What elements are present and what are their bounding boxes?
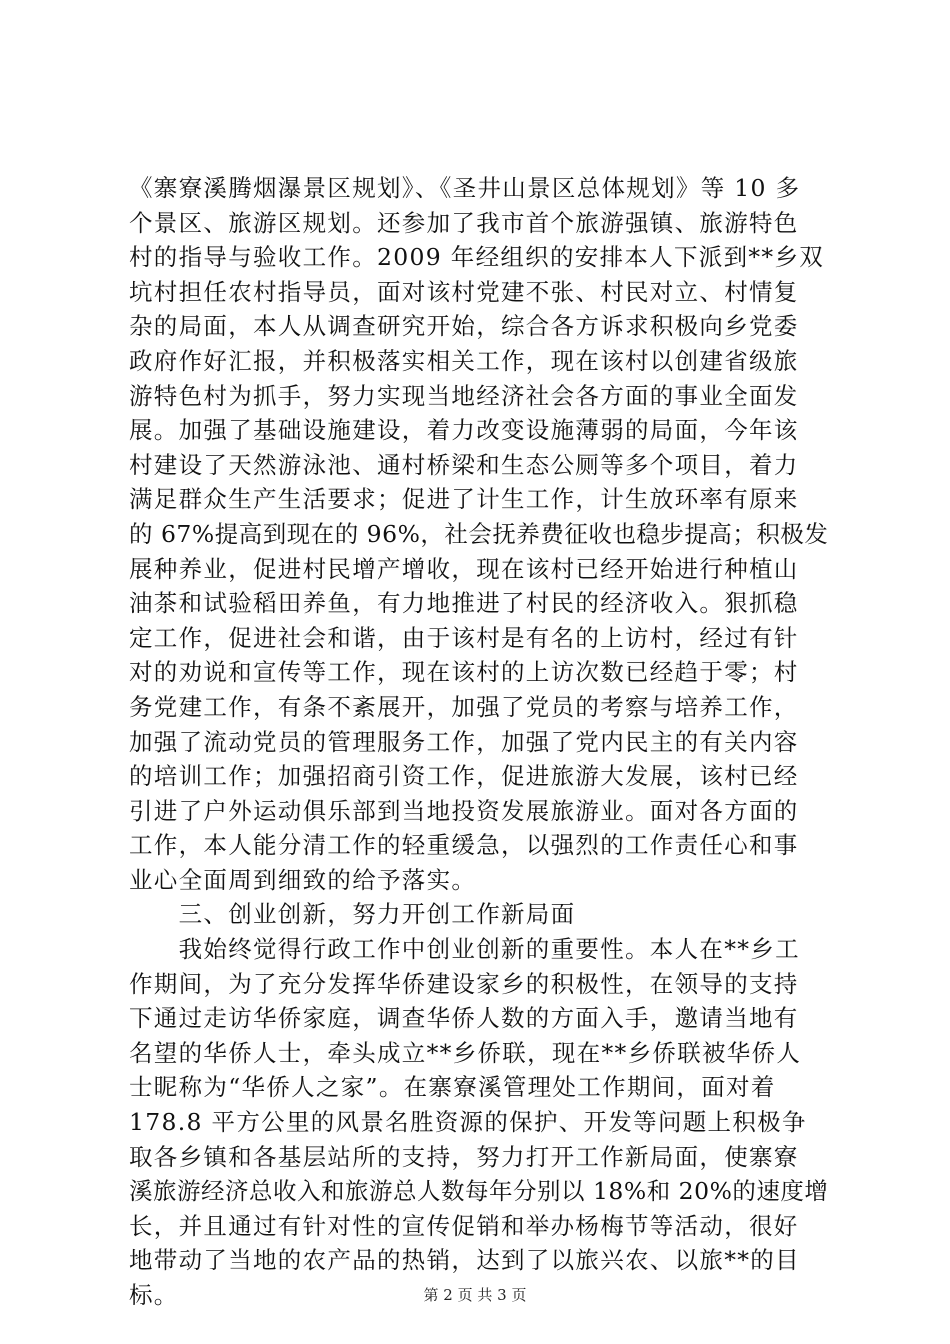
text-line: 工作，本人能分清工作的轻重缓急，以强烈的工作责任心和事 bbox=[129, 831, 799, 860]
text-line: 坑村担任农村指导员，面对该村党建不张、村民对立、村情复 bbox=[129, 277, 799, 306]
text-line: 务党建工作，有条不紊展开，加强了党员的考察与培养工作， bbox=[129, 692, 799, 721]
text-line: 的 67%提高到现在的 96%，社会抚养费征收也稳步提高；积极发 bbox=[129, 519, 829, 548]
text-line: 村建设了天然游泳池、通村桥梁和生态公厕等多个项目，着力 bbox=[129, 450, 799, 479]
text-line: 展。加强了基础设施建设，着力改变设施薄弱的局面，今年该 bbox=[129, 416, 799, 445]
text-line: 下通过走访华侨家庭，调查华侨人数的方面入手，邀请当地有 bbox=[129, 1004, 799, 1033]
text-line: 取各乡镇和各基层站所的支持，努力打开工作新局面，使寨寮 bbox=[129, 1142, 799, 1171]
text-line: 加强了流动党员的管理服务工作，加强了党内民主的有关内容 bbox=[129, 727, 799, 756]
text-line: 游特色村为抓手，努力实现当地经济社会各方面的事业全面发 bbox=[129, 381, 799, 410]
text-line: 三、创业创新，努力开创工作新局面 bbox=[129, 900, 576, 929]
text-line: 名望的华侨人士，牵头成立**乡侨联，现在**乡侨联被华侨人 bbox=[129, 1038, 802, 1067]
text-line: 油茶和试验稻田养鱼，有力地推进了村民的经济收入。狠抓稳 bbox=[129, 589, 799, 618]
text-line: 村的指导与验收工作。2009 年经组织的安排本人下派到**乡双 bbox=[129, 243, 825, 272]
text-line: 满足群众生产生活要求；促进了计生工作，计生放环率有原来 bbox=[129, 485, 799, 514]
text-line: 的培训工作；加强招商引资工作，促进旅游大发展，该村已经 bbox=[129, 762, 799, 791]
page-number-label: 第 2 页 共 3 页 bbox=[423, 1286, 527, 1304]
text-line: 对的劝说和宣传等工作，现在该村的上访次数已经趋于零；村 bbox=[129, 658, 799, 687]
text-line: 引进了户外运动俱乐部到当地投资发展旅游业。面对各方面的 bbox=[129, 796, 799, 825]
text-line: 标。 bbox=[129, 1281, 179, 1309]
text-line: 定工作，促进社会和谐，由于该村是有名的上访村，经过有针 bbox=[129, 623, 799, 652]
text-line: 溪旅游经济总收入和旅游总人数每年分别以 18%和 20%的速度增 bbox=[129, 1177, 829, 1206]
text-line: 我始终觉得行政工作中创业创新的重要性。本人在**乡工 bbox=[129, 935, 800, 964]
text-line: 178.8 平方公里的风景名胜资源的保护、开发等问题上积极争 bbox=[129, 1108, 807, 1137]
text-line: 士昵称为“华侨人之家”。在寨寮溪管理处工作期间，面对着 bbox=[129, 1073, 776, 1102]
body-text bbox=[129, 171, 829, 1313]
text-line: 作期间，为了充分发挥华侨建设家乡的积极性，在领导的支持 bbox=[129, 969, 799, 998]
text-line: 长，并且通过有针对性的宣传促销和举办杨梅节等活动，很好 bbox=[129, 1211, 799, 1240]
text-line: 《寨寮溪腾烟瀑景区规划》、《圣井山景区总体规划》等 10 多 bbox=[129, 174, 801, 202]
text-line: 地带动了当地的农产品的热销，达到了以旅兴农、以旅**的目 bbox=[129, 1246, 800, 1275]
text-line: 政府作好汇报，并积极落实相关工作，现在该村以创建省级旅 bbox=[129, 346, 799, 375]
text-line: 业心全面周到细致的给予落实。 bbox=[129, 865, 477, 894]
page-footer bbox=[0, 1285, 950, 1305]
text-line: 杂的局面，本人从调查研究开始，综合各方诉求积极向乡党委 bbox=[129, 312, 799, 341]
text-line: 个景区、旅游区规划。还参加了我市首个旅游强镇、旅游特色 bbox=[129, 208, 799, 237]
text-line: 展种养业，促进村民增产增收，现在该村已经开始进行种植山 bbox=[129, 554, 799, 583]
